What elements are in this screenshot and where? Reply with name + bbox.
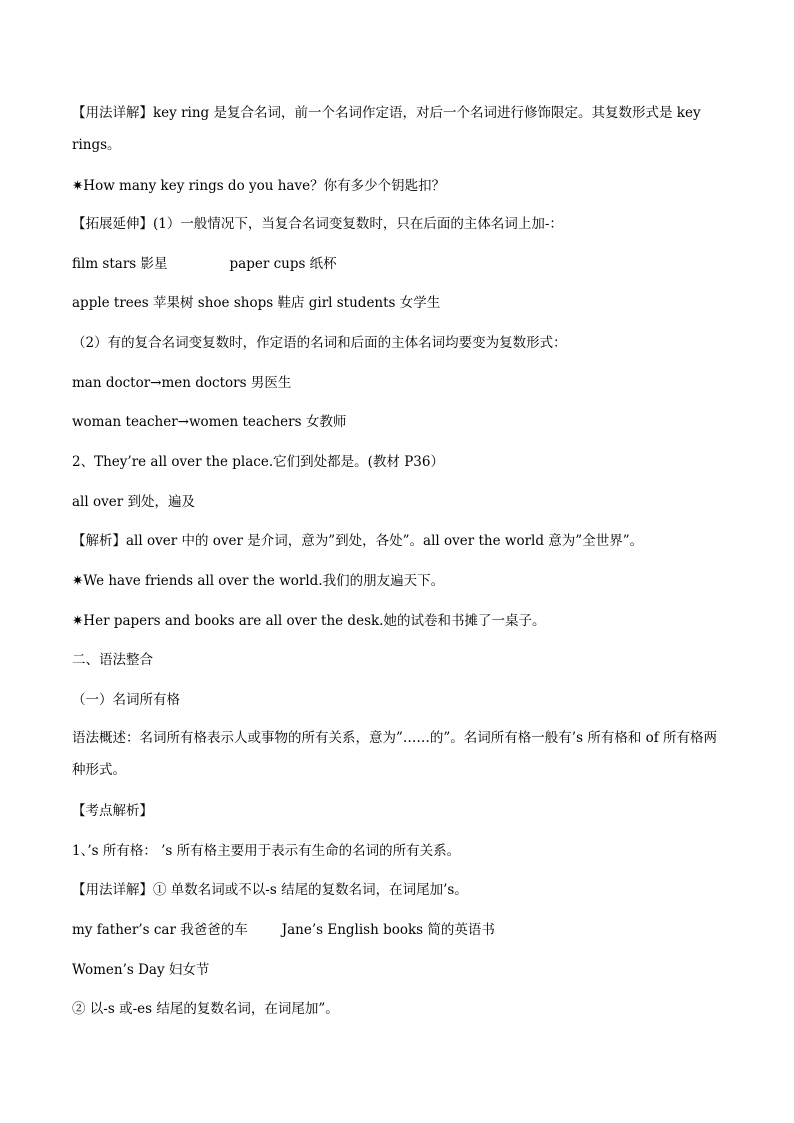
- paragraph-extension-rule-1: 【拓展延伸】(1）一般情况下，当复合名词变复数时，只在后面的主体名词上加-：: [72, 216, 563, 232]
- example-friends-all-over-world: ✷We have friends all over the world.我们的朋友遍天下。: [72, 573, 445, 589]
- example-row-film-stars: [72, 255, 722, 273]
- example-fathers-car: my father’s car 我爸爸的车: [72, 922, 248, 938]
- paragraph-key-ring-usage: 【用法详解】key ring 是复合名词，前一个名词作定语，对后一个名词进行修饰限定。其复数形式是 key rings。: [72, 105, 701, 153]
- example-row-fathers-car: [72, 921, 722, 939]
- paragraph-usage-rule-1: 【用法详解】① 单数名词或不以-s 结尾的复数名词，在词尾加’s。: [72, 882, 468, 898]
- heading-key-points: 【考点解析】: [72, 803, 153, 819]
- example-key-rings-question: ✷How many key rings do you have？你有多少个钥匙扣？: [72, 178, 446, 194]
- subsection-heading-possessive: （一）名词所有格: [72, 692, 180, 708]
- paragraph-s-possessive: 1、’s 所有格： ’s 所有格主要用于表示有生命的名词的所有关系。: [72, 843, 461, 859]
- paragraph-usage-rule-2: ② 以-s 或-es 结尾的复数名词，在词尾加”。: [72, 1001, 339, 1017]
- example-janes-books: Jane’s English books 简的英语书: [281, 922, 495, 938]
- section-heading-grammar: 二、语法整合: [72, 652, 153, 668]
- paragraph-all-over-analysis: 【解析】all over 中的 over 是介词，意为”到处，各处”。all over the world 意为”全世界”。: [72, 533, 644, 549]
- example-woman-teacher: woman teacher→women teachers 女教师: [72, 414, 347, 430]
- paragraph-extension-rule-2: （2）有的复合名词变复数时，作定语的名词和后面的主体名词均要变为复数形式：: [72, 335, 567, 351]
- example-papers-all-over-desk: ✷Her papers and books are all over the desk.她的试卷和书摊了一桌子。: [72, 613, 546, 629]
- example-womens-day: Women’s Day 妇女节: [72, 962, 210, 978]
- paragraph-grammar-overview: 语法概述：名词所有格表示人或事物的所有关系，意为”……的”。名词所有格一般有’s 所有格和 of 所有格两种形式。: [72, 730, 718, 778]
- example-row-apple-trees: apple trees 苹果树 shoe shops 鞋店 girl students 女学生: [72, 295, 441, 311]
- example-man-doctor: man doctor→men doctors 男医生: [72, 375, 292, 391]
- phrase-all-over: all over 到处，遍及: [72, 494, 195, 510]
- example-paper-cups: paper cups 纸杯: [229, 256, 337, 272]
- example-film-stars: film stars 影星: [72, 256, 168, 272]
- heading-all-over-the-place: 2、They’re all over the place.它们到处都是。(教材 P36）: [72, 454, 444, 470]
